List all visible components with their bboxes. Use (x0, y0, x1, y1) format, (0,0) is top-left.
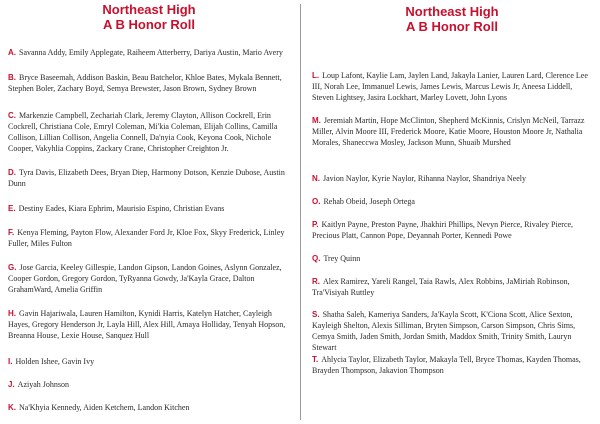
left-title-school: Northeast High (102, 2, 196, 17)
entry-k (8, 402, 293, 413)
entry-t (312, 354, 596, 376)
names-q: Trey Quinn (323, 254, 361, 263)
entry-c (8, 110, 293, 154)
letter-t: T. (312, 355, 319, 364)
letter-l: L. (312, 71, 320, 80)
names-m: Jeremiah Martin, Hope McClinton, Shepherd McKinnis, Crislyn McNeil, Tarrazz Miller, Alvin Moore III, Frederick Moore, Katie Moore, Houston Moore Jr, Nathalia Morales, Shaneccwa Mosley, Jackson Munn, Shuaib Murshed (312, 116, 585, 147)
letter-o: O. (312, 197, 321, 206)
entry-b (8, 72, 293, 94)
letter-g: G. (8, 263, 17, 272)
entry-d (8, 167, 293, 189)
names-f: Kenya Fleming, Payton Flow, Alexander Ford Jr, Kloe Fox, Skyy Frederick, Linley Fuller, Miles Fulton (8, 228, 285, 248)
left-title-roll: A B Honor Roll (103, 17, 195, 32)
entry-h (8, 308, 293, 341)
names-t: Ahlycia Taylor, Elizabeth Taylor, Makayla Tell, Bryce Thomas, Kayden Thomas, Brayden Thompson, Jakavion Thompson (312, 355, 581, 375)
letter-q: Q. (312, 254, 321, 263)
names-d: Tyra Davis, Elizabeth Dees, Bryan Diep, Harmony Dotson, Kenzie Dubose, Austin Dunn (8, 168, 285, 188)
letter-n: N. (312, 174, 320, 183)
entry-n (312, 173, 596, 184)
entry-o (312, 196, 596, 207)
names-n: Javion Naylor, Kyrie Naylor, Rihanna Naylor, Shandriya Neely (323, 174, 526, 183)
names-b: Bryce Baseemah, Addison Baskin, Beau Batchelor, Khloe Bates, Mykala Bennett, Stephen Boler, Zachary Boyd, Semya Brewster, Jason Brown, Sydney Brown (8, 73, 282, 93)
letter-e: E. (8, 204, 16, 213)
letter-p: P. (312, 220, 319, 229)
letter-i: I. (8, 357, 13, 366)
entry-a (8, 47, 293, 58)
entry-s (312, 309, 596, 353)
left-column (0, 0, 298, 424)
names-h: Gavin Hajariwala, Lauren Hamilton, Kynidi Harris, Katelyn Hatcher, Cayleigh Hayes, Gregory Henderson Jr, Layla Hill, Alex Hill, Amaya Holliday, Tenyah Hopson, Breanna House, Lexie House, Sanquez Hull (8, 309, 286, 340)
right-column (304, 0, 600, 424)
entry-f (8, 227, 293, 249)
column-divider (300, 4, 301, 420)
entry-g (8, 262, 293, 295)
letter-m: M. (312, 116, 321, 125)
names-g: Jose Garcia, Keeley Gillespie, Landon Gipson, Landon Goines, Aslynn Gonzalez, Cooper Gordon, Gregory Gordon, TyRyanna Gowdy, Ja'Kayla Grace, Dalton GrahamWard, Amelia Griffin (8, 263, 282, 294)
entry-q (312, 253, 596, 264)
names-r: Alex Ramirez, Yareli Rangel, Taia Rawls, Alex Robbins, JaMiriah Robinson, Tra'Visiyah Ruttley (312, 277, 570, 297)
entry-m (312, 115, 596, 148)
right-title-roll: A B Honor Roll (406, 19, 498, 34)
left-title (0, 2, 298, 32)
entry-p (312, 219, 596, 241)
right-title-school: Northeast High (405, 4, 499, 19)
names-l: Loup Lafont, Kaylie Lam, Jaylen Land, Jakayla Lanier, Lauren Lard, Clerence Lee III, Norah Lee, Immanuel Lewis, James Lewis, Marcus Lewis Jr, Aneesa Liddell, Steven Lightsey, Jasira Lockhart, Marley Lovett, John Lyons (312, 71, 588, 102)
names-p: Kaitlyn Payne, Preston Payne, Jhakhiri Phillips, Nevyn Pierce, Rivaley Pierce, Precious Platt, Cannon Pope, Deyannah Porter, Kennedi Powe (312, 220, 574, 240)
names-k: Na'Khyia Kennedy, Aiden Ketchem, Landon Kitchen (19, 403, 190, 412)
names-s: Shatha Saleh, Kameriya Sanders, Ja'Kayla Scott, K'Ciona Scott, Alice Sexton, Kayleigh Shelton, Alexis Silliman, Bryten Simpson, Carson Simpson, Chris Sims, Cemya Smith, Jaden Smith, Jordan Smith, Maddox Smith, Trinity Smith, Lauryn Stewart (312, 310, 576, 352)
letter-c: C. (8, 111, 16, 120)
letter-a: A. (8, 48, 16, 57)
names-j: Aziyah Johnson (17, 380, 69, 389)
letter-j: J. (8, 380, 15, 389)
entry-i (8, 356, 293, 367)
names-i: Holden Ishee, Gavin Ivy (15, 357, 95, 366)
letter-k: K. (8, 403, 16, 412)
entry-r (312, 276, 596, 298)
entry-j (8, 379, 293, 390)
names-o: Rehab Obeid, Joseph Ortega (323, 197, 415, 206)
letter-d: D. (8, 168, 16, 177)
names-a: Savanna Addy, Emily Applegate, Raiheem Atterberry, Dariya Austin, Mario Avery (19, 48, 283, 57)
letter-b: B. (8, 73, 16, 82)
letter-s: S. (312, 310, 320, 319)
letter-r: R. (312, 277, 320, 286)
letter-f: F. (8, 228, 15, 237)
names-c: Markenzie Campbell, Zechariah Clark, Jeremy Clayton, Allison Cockrell, Erin Cockrell, Christiana Cole, Emryl Coleman, Mi'kia Coleman, Elijah Collins, Camilla Collison, Lillian Collison, Angelia Connell, Da'nyia Cook, Keyona Cook, Nichole Cooper, Vakyhlia Coppins, Zackary Crane, Christopher Creighton Jr. (8, 111, 278, 153)
entry-e (8, 203, 293, 214)
names-e: Destiny Eades, Kiara Ephrim, Maurisio Espino, Christian Evans (18, 204, 225, 213)
letter-h: H. (8, 309, 16, 318)
right-title (304, 4, 600, 34)
entry-l (312, 70, 596, 103)
